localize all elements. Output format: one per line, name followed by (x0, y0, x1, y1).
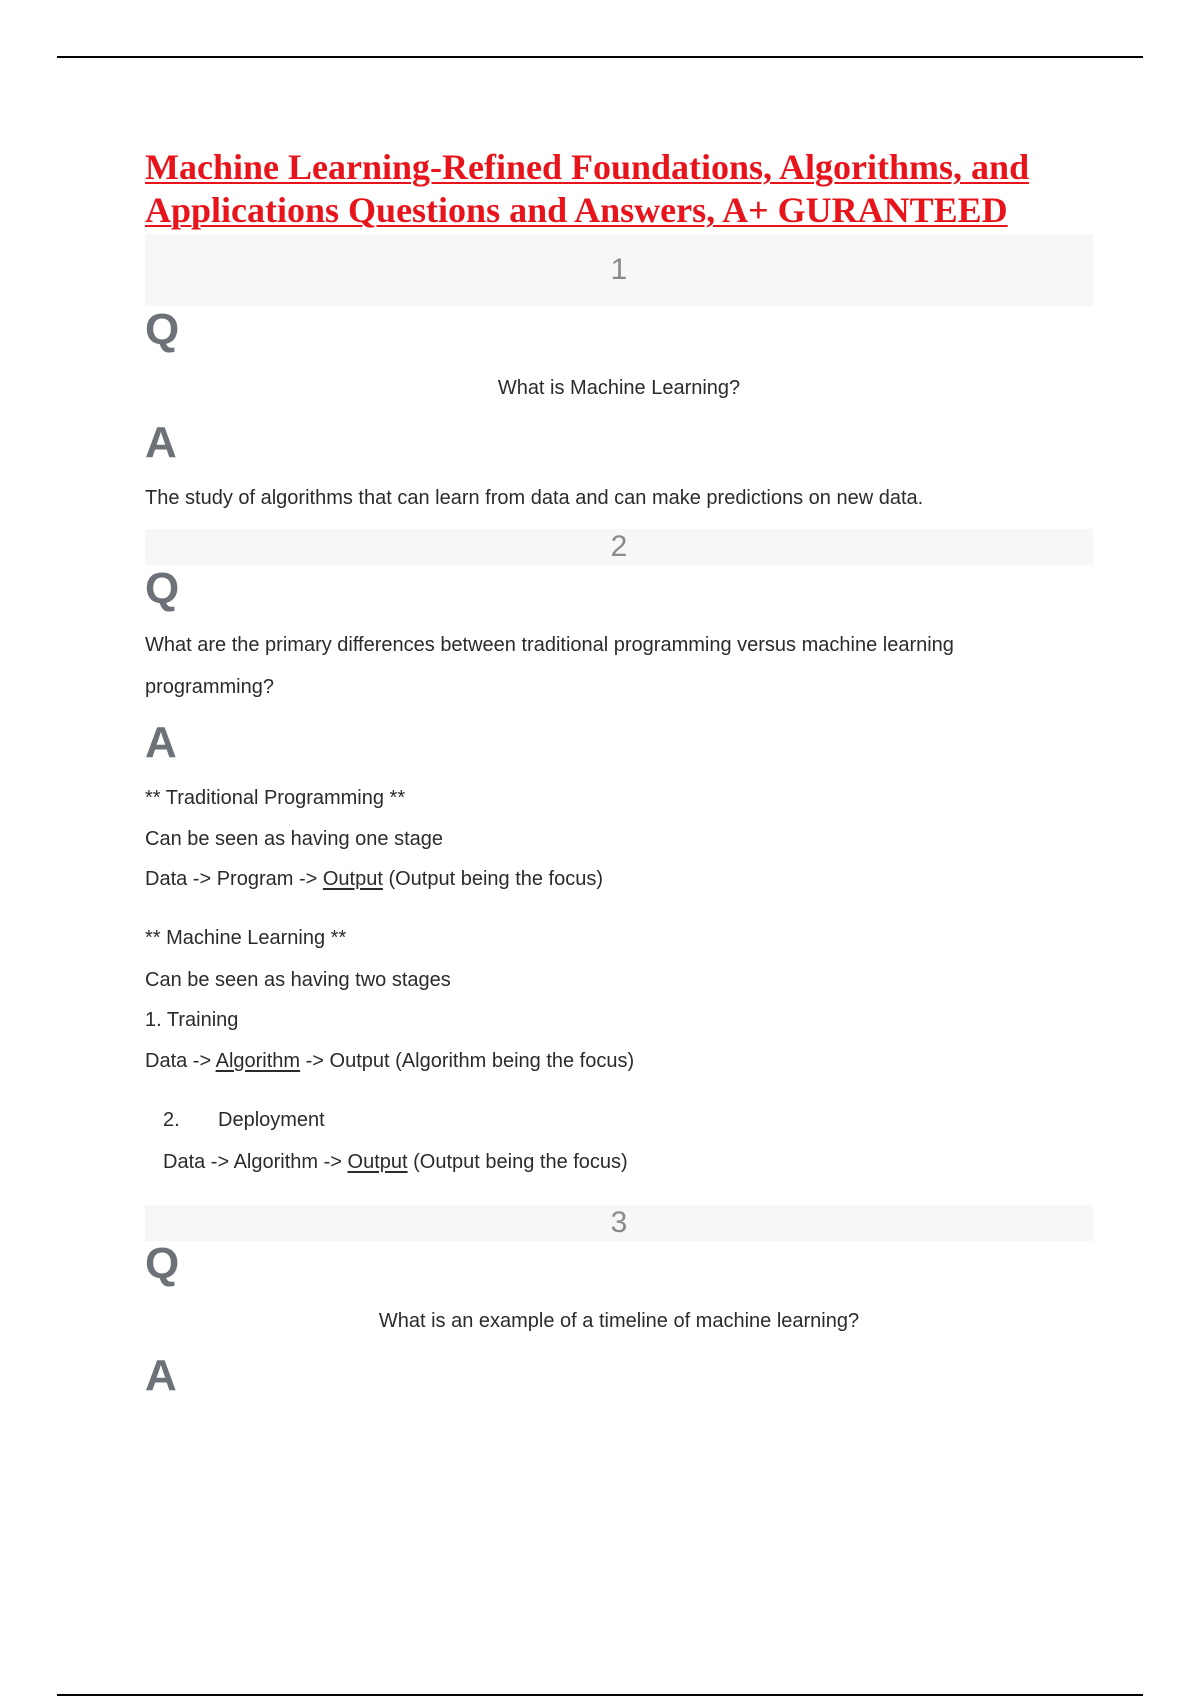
answer-marker-1: A (145, 418, 177, 467)
traditional-flow-focus: Output (322, 868, 383, 890)
question-number-2: 2 (145, 529, 1093, 565)
title-line-1: Machine Learning-Refined Foundations, Algorithms, and (145, 147, 1030, 187)
deployment-flow-suffix: (Output being the focus) (407, 1151, 628, 1173)
question-marker-3: Q (145, 1239, 180, 1288)
question-marker-2: Q (145, 564, 180, 613)
deployment-flow-prefix: Data -> Algorithm -> (163, 1151, 348, 1173)
top-rule (57, 56, 1143, 58)
training-flow-focus: Algorithm (215, 1050, 301, 1072)
question-number-3: 3 (145, 1205, 1093, 1241)
traditional-heading: ** Traditional Programming ** (145, 787, 406, 809)
document-header (145, 146, 1095, 232)
question-marker-1: Q (145, 305, 180, 354)
deployment-number: 2. (163, 1109, 180, 1131)
answer-text-1: The study of algorithms that can learn from data and can make predictions on new data. (145, 487, 924, 509)
question-number-1: 1 (145, 234, 1093, 306)
training-label: 1. Training (145, 1009, 239, 1031)
ml-stages: Can be seen as having two stages (145, 969, 451, 991)
training-flow (145, 1049, 634, 1073)
deployment-label: Deployment (218, 1109, 325, 1131)
traditional-flow-suffix: (Output being the focus) (382, 868, 604, 890)
answer-marker-2: A (145, 718, 177, 767)
question-text-1: What is Machine Learning? (497, 377, 741, 399)
deployment-flow-focus: Output (347, 1151, 408, 1173)
traditional-flow (145, 867, 603, 891)
deployment-flow (163, 1150, 628, 1174)
document-title (145, 146, 1095, 232)
question-text-3: What is an example of a timeline of machine learning? (378, 1310, 860, 1332)
traditional-flow-prefix: Data -> Program -> (145, 868, 323, 890)
question-text-2-line-1: What are the primary differences between traditional programming versus machine learning (145, 634, 954, 656)
bottom-rule (57, 1694, 1143, 1696)
title-line-2: Applications Questions and Answers, A+ GURANTEED (145, 190, 1008, 230)
training-flow-prefix: Data -> (145, 1050, 216, 1072)
ml-heading: ** Machine Learning ** (145, 927, 347, 949)
traditional-stage: Can be seen as having one stage (145, 828, 443, 850)
answer-marker-3: A (145, 1351, 177, 1400)
training-flow-suffix: -> Output (Algorithm being the focus) (300, 1050, 635, 1072)
question-text-2-line-2: programming? (145, 676, 274, 698)
